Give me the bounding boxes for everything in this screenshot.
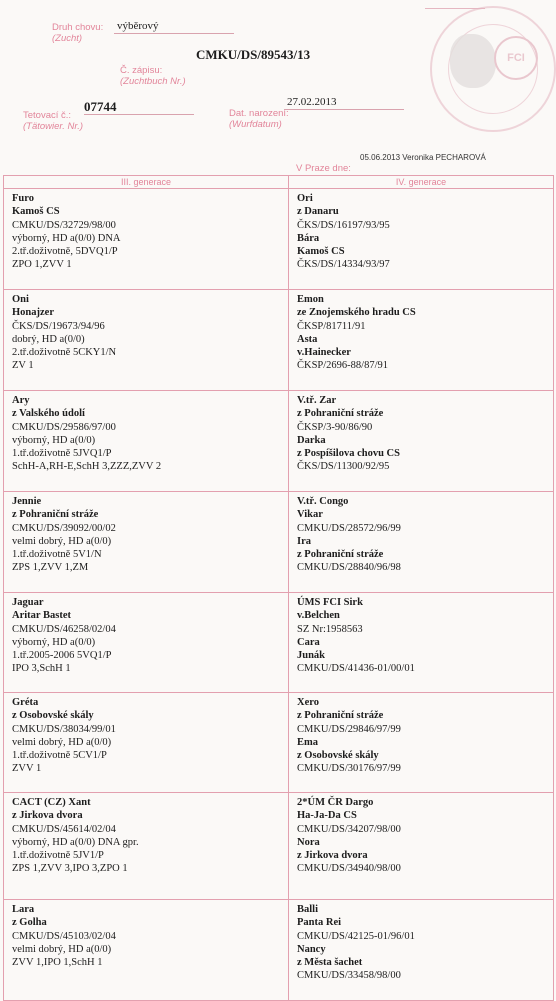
gen4-cell	[289, 593, 554, 693]
dog-name-line: Furo	[12, 193, 34, 204]
dog-name-line: 2*ÚM ČR Dargo	[297, 797, 374, 808]
dog-info-line: ZPS 1,ZVV 1,ZM	[12, 562, 89, 574]
dog-info-line: CMKU/DS/32729/98/00	[12, 219, 116, 231]
dog-info-line: CMKU/DS/41436-01/00/01	[297, 663, 415, 675]
registration-number: CMKU/DS/89543/13	[196, 47, 311, 62]
top-decoration	[425, 0, 485, 9]
tetovaci-label: Tetovací č.: (Tätowier. Nr.)	[23, 110, 83, 132]
dog-name-line: z Danaru	[297, 206, 339, 218]
dog-name-line: v.Hainecker	[297, 347, 351, 359]
dog-info-line: CMKU/DS/45103/02/04	[12, 930, 116, 942]
dog-info-line: výborný, HD a(0/0)	[12, 434, 96, 446]
gen4-cell	[289, 793, 554, 900]
dog-name-line: Darka	[297, 434, 326, 446]
dog-name-line: Honajzer	[12, 307, 54, 319]
dog-info-line: CMKU/DS/30176/97/99	[297, 763, 401, 775]
pedigree-row	[4, 793, 554, 900]
gen3-cell	[4, 593, 289, 693]
dog-name-line: z Jirkova dvora	[297, 850, 368, 862]
dog-name-line: Ori	[297, 193, 313, 204]
dog-name-line: z Města šachet	[297, 957, 363, 969]
pedigree-row	[4, 900, 554, 1001]
dog-info-line: ZPO 1,ZVV 1	[12, 259, 72, 271]
dog-name-line: Kamoš CS	[297, 246, 345, 258]
dog-info-line: ČKS/DS/19673/94/96	[12, 320, 105, 332]
dog-name-line: Ha-Ja-Da CS	[297, 810, 357, 822]
dog-info-line: CMKU/DS/34207/98/00	[297, 823, 401, 835]
dog-name-line: z Jirkova dvora	[12, 810, 83, 822]
dog-info-line: IPO 3,SchH 1	[12, 663, 71, 675]
gen3-header: III. generace	[4, 176, 289, 189]
dog-name-line: z Valského údolí	[12, 408, 85, 420]
pedigree-row	[4, 391, 554, 492]
dog-name-line: V.tř. Congo	[297, 496, 349, 507]
dog-info-line: 1.tř.doživotně 5JVQ1/P	[12, 448, 112, 460]
gen4-cell	[289, 693, 554, 793]
dog-name-line: Xero	[297, 697, 319, 708]
pedigree-table	[3, 175, 554, 1001]
druh-label: Druh chovu: (Zucht)	[52, 22, 104, 44]
dog-name-line: Aritar Bastet	[12, 610, 71, 622]
gen4-cell	[289, 900, 554, 1001]
dog-name-line: Oni	[12, 294, 29, 305]
dog-info-line: ČKS/DS/11300/92/95	[297, 461, 390, 473]
dog-info-line: CMKU/DS/45614/02/04	[12, 823, 116, 835]
dog-name-line: CACT (CZ) Xant	[12, 797, 91, 808]
dog-info-line: velmi dobrý, HD a(0/0)	[12, 736, 112, 748]
dog-info-line: ZPS 1,ZVV 3,IPO 3,ZPO 1	[12, 863, 128, 875]
pedigree-row	[4, 593, 554, 693]
gen4-cell	[289, 189, 554, 290]
dog-name-line: Emon	[297, 294, 324, 305]
dog-info-line: CMKU/DS/34940/98/00	[297, 863, 401, 875]
dog-name-line: v.Belchen	[297, 610, 340, 622]
dog-info-line: 2.tř.doživotně, 5DVQ1/P	[12, 246, 118, 258]
dog-info-line: SchH-A,RH-E,SchH 3,ZZZ,ZVV 2	[12, 461, 162, 473]
gen3-cell	[4, 290, 289, 391]
dog-name-line: Jennie	[12, 496, 42, 507]
dog-name-line: Kamoš CS	[12, 206, 60, 218]
dog-name-line: Nora	[297, 836, 320, 848]
pedigree-row	[4, 693, 554, 793]
gen3-cell	[4, 492, 289, 593]
dog-info-line: ČKS/DS/14334/93/97	[297, 259, 390, 271]
dog-info-line: ZV 1	[12, 360, 34, 372]
dog-info-line: velmi dobrý, HD a(0/0)	[12, 943, 112, 955]
dog-info-line: CMKU/DS/38034/99/01	[12, 723, 116, 735]
dog-info-line: 1.tř.2005-2006 5VQ1/P	[12, 650, 112, 662]
pedigree-row	[4, 290, 554, 391]
dog-name-line: Panta Rei	[297, 917, 342, 929]
dog-name-line: z Osobovské skály	[12, 710, 94, 722]
dog-name-line: Balli	[297, 904, 319, 915]
dog-info-line: CMKU/DS/29846/97/99	[297, 723, 401, 735]
dog-info-line: ČKSP/2696-88/87/91	[297, 360, 389, 372]
dog-info-line: CMKU/DS/28572/96/99	[297, 522, 401, 534]
dog-name-line: z Pohraniční stráže	[297, 710, 384, 722]
dog-info-line: dobrý, HD a(0/0)	[12, 333, 85, 345]
dog-name-line: Vikar	[297, 509, 323, 521]
dog-name-line: z Pospíšilova chovu CS	[297, 448, 400, 460]
dog-info-line: CMKU/DS/39092/00/02	[12, 522, 116, 534]
tetovaci-value: 07744	[84, 99, 117, 114]
dog-name-line: Cara	[297, 636, 320, 648]
dog-info-line: 1.tř.doživotně 5JV1/P	[12, 850, 104, 862]
dog-name-line: z Osobovské skály	[297, 750, 379, 762]
gen4-cell	[289, 391, 554, 492]
dog-info-line: výborný, HD a(0/0) DNA gpr.	[12, 836, 139, 848]
dog-info-line: výborný, HD a(0/0)	[12, 636, 96, 648]
dog-info-line: ČKSP/81711/91	[297, 320, 366, 332]
dog-name-line: Jaguar	[12, 597, 44, 608]
signature: 05.06.2013 Veronika PECHAROVÁ	[360, 153, 486, 162]
gen3-cell	[4, 900, 289, 1001]
dog-info-line: 1.tř.doživotně 5CV1/P	[12, 750, 107, 762]
dog-name-line: Bára	[297, 232, 320, 244]
dog-info-line: výborný, HD a(0/0) DNA	[12, 232, 121, 244]
pedigree-row	[4, 189, 554, 290]
dog-name-line: Ary	[12, 395, 30, 406]
narozeni-label: Dat. narození: (Wurfdatum)	[229, 108, 289, 130]
pedigree-row	[4, 492, 554, 593]
fci-logo: FCI	[494, 36, 538, 80]
druh-value: výběrový	[117, 20, 159, 32]
gen4-header: IV. generace	[289, 176, 554, 189]
dog-info-line: CMKU/DS/46258/02/04	[12, 623, 116, 635]
dog-name-line: Asta	[297, 333, 318, 345]
dog-emblem-icon	[450, 34, 496, 88]
dog-name-line: z Pohraniční stráže	[297, 549, 384, 561]
dog-info-line: ČKSP/3-90/86/90	[297, 421, 373, 433]
dog-name-line: z Pohraniční stráže	[297, 408, 384, 420]
zapis-label: Č. zápisu: (Zuchtbuch Nr.)	[120, 65, 186, 87]
dog-info-line: ZVV 1,IPO 1,SchH 1	[12, 957, 103, 969]
dog-info-line: SZ Nr:1958563	[297, 623, 363, 635]
dog-info-line: ČKS/DS/16197/93/95	[297, 219, 390, 231]
dog-name-line: Lara	[12, 904, 35, 915]
dog-name-line: ze Znojemského hradu CS	[297, 307, 416, 319]
dog-info-line: 1.tř.doživotně 5V1/N	[12, 549, 102, 561]
dog-name-line: Ira	[297, 535, 311, 547]
dog-name-line: Gréta	[12, 697, 39, 708]
dog-info-line: CMKU/DS/42125-01/96/01	[297, 930, 415, 942]
dog-info-line: velmi dobrý, HD a(0/0)	[12, 535, 112, 547]
dog-name-line: Ema	[297, 736, 318, 748]
dog-name-line: z Pohraniční stráže	[12, 509, 99, 521]
dog-info-line: CMKU/DS/28840/96/98	[297, 562, 401, 574]
fci-seal	[430, 6, 556, 132]
dog-name-line: ÚMS FCI Sirk	[297, 597, 363, 608]
dog-info-line: CMKU/DS/29586/97/00	[12, 421, 116, 433]
narozeni-value: 27.02.2013	[287, 96, 337, 108]
dog-info-line: CMKU/DS/33458/98/00	[297, 970, 401, 982]
dog-name-line: Nancy	[297, 943, 326, 955]
gen3-cell	[4, 189, 289, 290]
dog-name-line: Junák	[297, 650, 326, 662]
gen3-cell	[4, 693, 289, 793]
praze-label: V Praze dne:	[296, 163, 351, 174]
dog-name-line: V.tř. Zar	[297, 395, 337, 406]
gen4-cell	[289, 290, 554, 391]
dog-name-line: z Golha	[12, 917, 47, 929]
gen3-cell	[4, 793, 289, 900]
dog-info-line: ZVV 1	[12, 763, 42, 775]
dog-info-line: 2.tř.doživotně 5CKY1/N	[12, 347, 117, 359]
gen4-cell	[289, 492, 554, 593]
gen3-cell	[4, 391, 289, 492]
